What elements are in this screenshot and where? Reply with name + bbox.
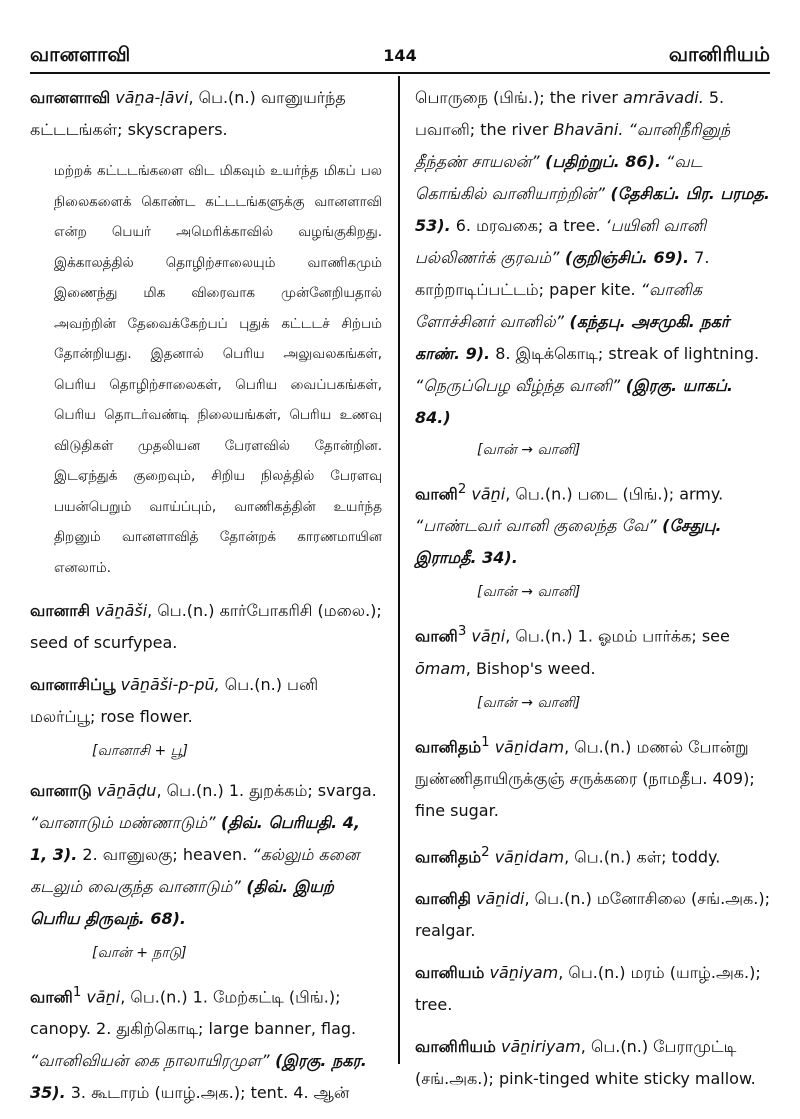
transliteration: vāṉi [471,626,506,646]
citation: (திவ். பெரியதி. 4, 1, 3). [30,813,360,864]
page-header [30,38,770,68]
definition: 6. மரவகை; a tree. [450,216,606,235]
headword: வானி [415,626,458,646]
etymology: [வான் → வானி] [477,442,581,458]
definition: , பெ.(n.) கள்; toddy. [564,847,721,867]
definition: 5. பவானி; the river [415,88,725,139]
citation: (தேசிகப். பிர. பரமத. 53). [415,184,770,235]
transliteration: vāṉāši-p-pū, [120,675,220,694]
dictionary-entry [30,595,382,659]
dictionary-entry [30,669,382,733]
homonym-number: 1 [72,985,82,1000]
definition: , பெ.(n.) மனோசிலை (சங்.அக.); realgar. [415,889,770,941]
left-column [30,82,382,1119]
quotation: “நெருப்பெழ வீழ்ந்த வானி” [415,376,621,395]
dictionary-entry [30,775,382,935]
citation: (திவ். இயற் பெரிய திருவந். 68). [30,877,334,928]
homonym-number: 2 [481,844,490,860]
citation: (இரகு. யாகப். 84.) [415,376,733,427]
dictionary-entry [415,474,772,574]
definition: , பெ.(n.) மரம் (யாழ்.அக.); tree. [415,963,761,1015]
definition: 8. இடிக்கொடி; streak of lightning. [490,344,760,363]
dictionary-entry [30,82,382,146]
transliteration: vāṉidi [476,889,525,909]
definition: , பெ.(n.) 1. துறக்கம்; svarga. [156,781,377,800]
definition: , Bishop's weed. [465,658,596,678]
transliteration: vāṉiriyam [501,1037,581,1057]
dictionary-entry [415,883,772,947]
transliteration: vāṉāḍu [96,781,157,800]
definition: , பெ.(n.) மணல் போன்று நுண்ணிதாயிருக்குஞ் சருக்கரை (நாமதீப. 409); fine sugar. [415,736,755,820]
entry-continuation [415,82,772,434]
etymology: [வானாசி + பூ] [92,743,188,759]
etymology: [வான் → வானி] [477,584,581,601]
etymology: [வான் + நாடு] [92,945,187,961]
citation: (பதிற்றுப். 86). [539,152,661,171]
homonym-number: 3 [457,624,467,640]
headword: வானி [415,484,458,504]
page-number: 144 [383,46,417,65]
right-column [415,82,772,1105]
transliteration: vāṉiyam [489,963,559,983]
definition: 2. வானுலகு; heaven. [77,845,253,864]
etymology: [வான் → வானி] [477,694,581,711]
citation: (குறிஞ்சிப். 69). [559,248,690,267]
quotation: “வானிவியன் கை நாலாயிரமுள” [30,1051,270,1071]
quotation: ‘பயினி வானி பல்லிணர்க் குரவம்” [415,216,707,267]
headword: வானளாவி [30,88,111,107]
quotation: “வானிக ளோச்சினர் வானில்” [415,280,703,331]
quotation: “வட கொங்கில் வானியாற்றின்” [415,152,703,203]
quotation: “கல்லும் கனை கடலும் வைகுந்த வானாடும்” [30,845,360,896]
headword: வானாசி [30,601,91,620]
headword: வானிதம் [415,847,482,867]
dictionary-entry [415,957,772,1021]
transliteration: vāṉidam [494,736,565,756]
dictionary-entry [415,616,772,684]
citation: (கந்தபு. அசமுகி. நகர் காண். 9). [415,312,730,363]
definition: , பெ.(n.) படை (பிங்.); army. [505,484,724,504]
headword: வானி [30,987,73,1007]
headword: வானாசிப்பூ [30,675,116,694]
homonym-number: 2 [457,482,467,497]
dictionary-entry [415,837,772,873]
transliteration: vāṉi [86,987,121,1007]
citation: (இரகு. நகர. 35). [30,1051,367,1103]
definition: , பெ.(n.) வானுயர்ந்த கட்டடங்கள்; skyscrapers. [30,88,346,139]
headword: வானிரியம் [415,1037,496,1057]
definition: , பெ.(n.) 1. மேற்கட்டி (பிங்.); canopy. 2. துகிற்கொடி; large banner, flag. [30,987,357,1039]
definition: 7. காற்றாடிப்பட்டம்; paper kite. [415,248,710,299]
dictionary-entry [415,727,772,827]
transliteration: amrāvadi. [623,88,704,107]
headword: வானிதம் [415,736,482,756]
quotation: “வானிநீரினுந் தீந்தண் சாயலன்” [415,120,731,171]
transliteration: vāṉa-ḷāvi [115,88,189,107]
quotation: “வானாடும் மண்ணாடும்” [30,813,216,832]
dictionary-entry [30,977,382,1109]
definition: , பெ.(n.) கார்போகரிசி (மலை.); seed of scurfypea. [30,601,382,652]
headword: வானாடு [30,781,92,800]
definition: , பெ.(n.) பேராமுட்டி (சங்.அக.); pink-tinged white sticky mallow. [415,1037,756,1089]
transliteration: vāṉi [471,484,506,504]
header-rule [30,72,770,74]
definition: பொருநை (பிங்.); the river [415,88,624,107]
explanatory-note: மற்றக் கட்டடங்களை விட மிகவும் உயர்ந்த மிகப் பல நிலைகளைக் கொண்ட கட்டடங்களுக்கு வானளாவி என்ற பெயர் அமெரிக்காவில் வழங்குகிறது. இக்காலத்தில் தொழிற்சாலையும் வாணிகமும் இணைந்து மிக விரைவாக முன்னேறியதால் அவற்றின் தேவைக்கேற்பப் புதுக் கட்டடச் சிற்பம் தோன்றியது. இதனால் பெரிய அலுவலகங்கள், பெரிய தொழிற்சாலைகள், பெரிய வைப்பகங்கள், பெரிய தொடர்வண்டி நிலையங்கள், பெரிய உணவு விடுதிகள் முதலியன பேரளவில் தோன்றின. இடஏந்துக் குறைவும், சிறிய நிலத்தில் பேரளவு பயன்பெறும் வாய்ப்பும், வாணிகத்தின் உயர்ந்த திறனும் வானளாவித் தோன்றக் காரணமாயின எனலாம். [54,163,382,576]
quotation: “பாண்டவர் வானி குலைந்த வே” [415,516,657,536]
header-last-word: வானிரியம் [668,42,770,66]
definition: , பெ.(n.) 1. ஓமம் பார்க்க; see [505,626,730,646]
transliteration: Bhavāni. [553,120,624,139]
column-divider [398,76,400,1064]
headword: வானிதி [415,889,471,909]
transliteration: vāṉidam [494,847,565,867]
headword: வானியம் [415,963,485,983]
homonym-number: 1 [481,734,490,750]
dictionary-entry [415,1031,772,1095]
transliteration: vāṉāši [95,601,148,620]
transliteration: ōmam [415,658,466,678]
definition: பெ.(n.) பனி மலர்ப்பூ; rose flower. [30,675,319,726]
citation: (சேதுபு. இராமதீ. 34). [415,516,722,568]
header-first-word: வானளாவி [30,42,131,66]
definition: 3. கூடாரம் (யாழ்.அக.); tent. 4. ஆன் [65,1083,350,1103]
